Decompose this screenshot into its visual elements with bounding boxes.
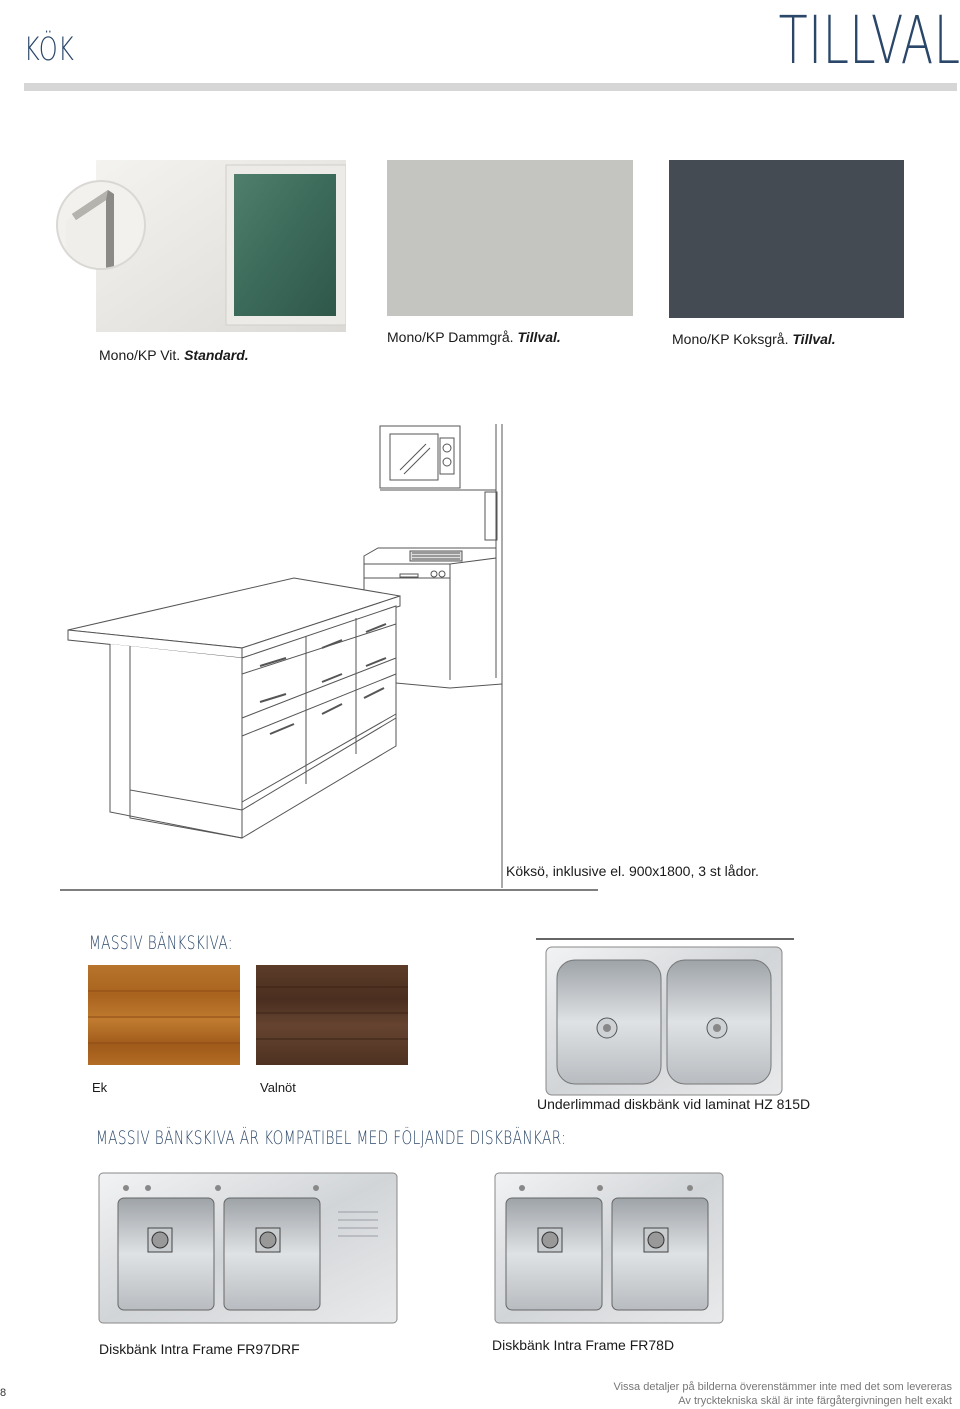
footer-disclaimer-1: Vissa detaljer på bilderna överenstämmer inte med det som levereras xyxy=(613,1381,952,1393)
finish-caption-dammgra: Mono/KP Dammgrå. Tillval. xyxy=(387,329,561,345)
header-divider xyxy=(24,83,957,91)
sink-underlay-caption: Underlimmad diskbänk vid laminat HZ 815D xyxy=(537,1096,811,1112)
worktop-sample-ek xyxy=(88,965,240,1065)
worktop-label-ek: Ek xyxy=(92,1080,108,1095)
page-number: 8 xyxy=(0,1387,7,1399)
footer-disclaimer-2: Av trycktekniska skäl är inte färgåtergivningen helt exakt xyxy=(678,1395,952,1407)
worktop-heading: MASSIV BÄNKSKIVA: xyxy=(89,932,233,954)
edge-detail-circle xyxy=(56,180,146,270)
kitchen-island-drawing xyxy=(60,418,600,896)
finish-swatch-koksgra xyxy=(669,160,904,318)
island-caption: Köksö, inklusive el. 900x1800, 3 st lådor. xyxy=(506,863,759,879)
finish-caption-white: Mono/KP Vit. Standard. xyxy=(99,347,249,363)
sink-underlay-image xyxy=(545,946,783,1096)
finish-swatch-dammgra xyxy=(387,160,633,316)
section-title: KÖK xyxy=(24,30,75,68)
sink-fr97drf-caption: Diskbänk Intra Frame FR97DRF xyxy=(99,1341,300,1357)
compatible-heading: MASSIV BÄNKSKIVA ÄR KOMPATIBEL MED FÖLJANDE DISKBÄNKAR: xyxy=(96,1127,567,1149)
sink-fr78d-image xyxy=(494,1172,724,1324)
sink-fr97drf-image xyxy=(98,1172,398,1324)
worktop-sample-valnot xyxy=(256,965,408,1065)
sink-fr78d-caption: Diskbänk Intra Frame FR78D xyxy=(492,1337,675,1353)
worktop-label-valnot: Valnöt xyxy=(260,1080,296,1095)
page-title: TILLVAL xyxy=(778,2,960,79)
sink-underlay-divider xyxy=(536,938,794,940)
finish-caption-koksgra: Mono/KP Koksgrå. Tillval. xyxy=(672,331,836,347)
